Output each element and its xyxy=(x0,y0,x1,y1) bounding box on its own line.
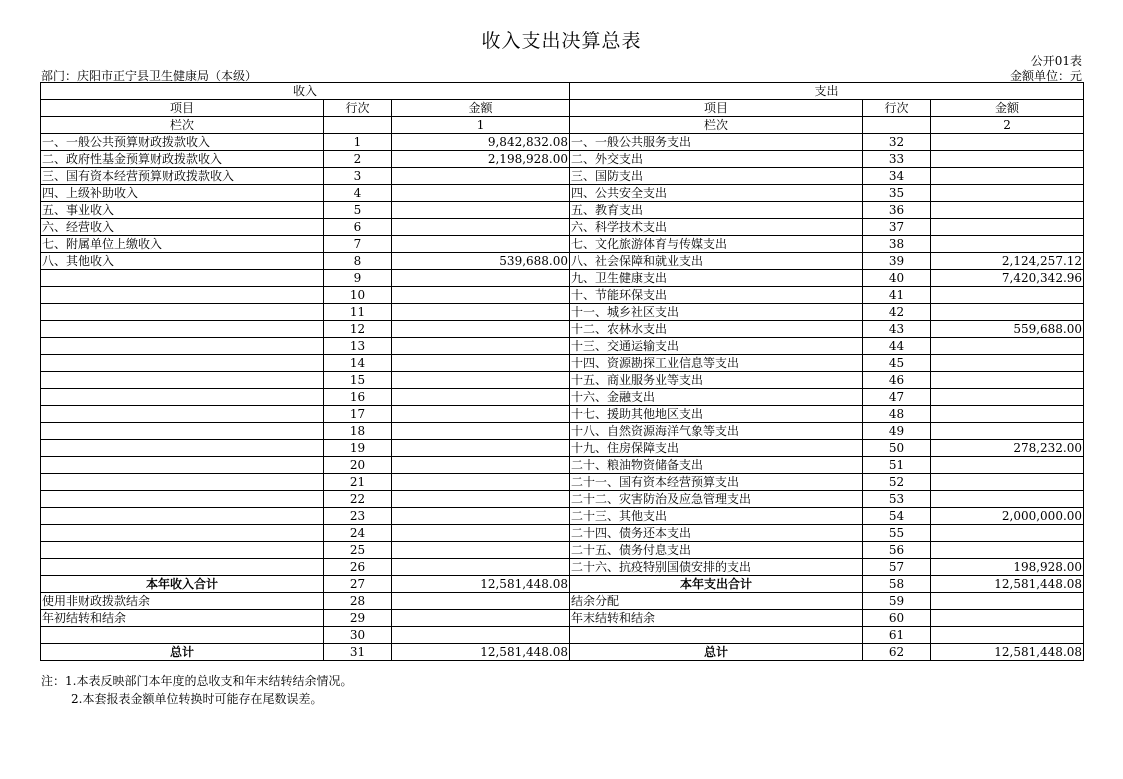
income-amount-cell: 9,842,832.08 xyxy=(392,134,570,151)
expense-amount-cell xyxy=(931,457,1084,474)
income-line-cell: 11 xyxy=(324,304,392,321)
expense-line-cell: 52 xyxy=(863,474,931,491)
income-column-seq-label: 栏次 xyxy=(41,117,324,134)
expense-item-cell: 十一、城乡社区支出 xyxy=(570,304,863,321)
income-amount-cell xyxy=(392,389,570,406)
income-expense-table xyxy=(40,82,1084,661)
expense-item-cell: 十三、交通运输支出 xyxy=(570,338,863,355)
table-row xyxy=(41,627,1084,644)
table-row xyxy=(41,610,1084,627)
income-item-cell xyxy=(41,423,324,440)
expense-amount-cell xyxy=(931,338,1084,355)
expense-line-cell: 44 xyxy=(863,338,931,355)
income-amount-cell xyxy=(392,185,570,202)
expense-item-cell: 十、节能环保支出 xyxy=(570,287,863,304)
income-item-cell: 八、其他收入 xyxy=(41,253,324,270)
expense-amount-cell: 198,928.00 xyxy=(931,559,1084,576)
table-row xyxy=(41,423,1084,440)
income-item-cell: 六、经营收入 xyxy=(41,219,324,236)
expense-item-cell: 十七、援助其他地区支出 xyxy=(570,406,863,423)
expense-column-number: 2 xyxy=(931,117,1084,134)
expense-amount-cell xyxy=(931,236,1084,253)
income-item-cell xyxy=(41,338,324,355)
income-line-cell: 4 xyxy=(324,185,392,202)
expense-amount-cell: 2,000,000.00 xyxy=(931,508,1084,525)
income-item-cell xyxy=(41,389,324,406)
expense-line-cell: 40 xyxy=(863,270,931,287)
income-line-cell: 17 xyxy=(324,406,392,423)
income-line-cell: 14 xyxy=(324,355,392,372)
expense-line-cell: 43 xyxy=(863,321,931,338)
income-amount-cell: 2,198,928.00 xyxy=(392,151,570,168)
expense-amount-cell xyxy=(931,593,1084,610)
income-item-cell xyxy=(41,406,324,423)
income-amount-cell xyxy=(392,508,570,525)
expense-item-cell: 二十、粮油物资储备支出 xyxy=(570,457,863,474)
table-row xyxy=(41,270,1084,287)
table-row xyxy=(41,474,1084,491)
income-amount-cell xyxy=(392,304,570,321)
expense-line-cell: 62 xyxy=(863,644,931,661)
income-line-cell: 2 xyxy=(324,151,392,168)
expense-item-header: 项目 xyxy=(570,100,863,117)
income-item-cell xyxy=(41,542,324,559)
expense-item-cell: 四、公共安全支出 xyxy=(570,185,863,202)
expense-item-cell: 二十四、债务还本支出 xyxy=(570,525,863,542)
income-amount-cell xyxy=(392,440,570,457)
income-item-cell: 总计 xyxy=(41,644,324,661)
income-item-cell xyxy=(41,559,324,576)
table-row xyxy=(41,168,1084,185)
income-line-cell: 25 xyxy=(324,542,392,559)
income-amount-cell: 539,688.00 xyxy=(392,253,570,270)
income-line-cell: 28 xyxy=(324,593,392,610)
table-row xyxy=(41,304,1084,321)
expense-line-cell: 55 xyxy=(863,525,931,542)
expense-amount-cell xyxy=(931,372,1084,389)
income-line-cell: 13 xyxy=(324,338,392,355)
table-row xyxy=(41,372,1084,389)
income-amount-cell: 12,581,448.08 xyxy=(392,644,570,661)
expense-item-cell: 六、科学技术支出 xyxy=(570,219,863,236)
report-title: 收入支出决算总表 xyxy=(481,30,642,52)
income-item-cell xyxy=(41,321,324,338)
expense-amount-cell xyxy=(931,185,1084,202)
expense-item-cell: 二十一、国有资本经营预算支出 xyxy=(570,474,863,491)
income-line-cell: 7 xyxy=(324,236,392,253)
table-row xyxy=(41,542,1084,559)
expense-amount-cell xyxy=(931,202,1084,219)
income-item-header: 项目 xyxy=(41,100,324,117)
income-column-seq-line xyxy=(324,117,392,134)
expense-line-cell: 36 xyxy=(863,202,931,219)
department-label: 部门：庆阳市正宁县卫生健康局（本级） xyxy=(41,69,258,83)
footnote-2: 2.本套报表金额单位转换时可能存在尾数误差。 xyxy=(71,692,323,706)
expense-line-cell: 48 xyxy=(863,406,931,423)
expense-line-cell: 57 xyxy=(863,559,931,576)
income-item-cell xyxy=(41,270,324,287)
expense-amount-cell: 12,581,448.08 xyxy=(931,644,1084,661)
expense-line-cell: 35 xyxy=(863,185,931,202)
income-line-cell: 6 xyxy=(324,219,392,236)
income-item-cell xyxy=(41,440,324,457)
income-amount-cell xyxy=(392,270,570,287)
expense-item-cell xyxy=(570,627,863,644)
income-item-cell xyxy=(41,508,324,525)
table-row xyxy=(41,644,1084,661)
income-line-cell: 5 xyxy=(324,202,392,219)
income-amount-cell xyxy=(392,610,570,627)
expense-amount-cell xyxy=(931,406,1084,423)
income-amount-cell xyxy=(392,168,570,185)
expense-item-cell: 五、教育支出 xyxy=(570,202,863,219)
table-row xyxy=(41,508,1084,525)
expense-amount-header: 金额 xyxy=(931,100,1084,117)
table-row xyxy=(41,457,1084,474)
income-line-cell: 1 xyxy=(324,134,392,151)
table-row xyxy=(41,321,1084,338)
table-row xyxy=(41,185,1084,202)
income-line-cell: 15 xyxy=(324,372,392,389)
expense-item-cell: 十九、住房保障支出 xyxy=(570,440,863,457)
amount-unit-label: 金额单位：元 xyxy=(1009,69,1082,83)
table-row xyxy=(41,134,1084,151)
expense-amount-cell xyxy=(931,287,1084,304)
expense-amount-cell xyxy=(931,134,1084,151)
income-amount-cell xyxy=(392,627,570,644)
expense-amount-cell xyxy=(931,389,1084,406)
expense-amount-cell xyxy=(931,304,1084,321)
expense-line-cell: 37 xyxy=(863,219,931,236)
expense-item-cell: 三、国防支出 xyxy=(570,168,863,185)
income-item-cell xyxy=(41,372,324,389)
income-amount-cell xyxy=(392,593,570,610)
income-amount-cell xyxy=(392,559,570,576)
income-amount-cell xyxy=(392,457,570,474)
table-row xyxy=(41,576,1084,593)
income-item-cell xyxy=(41,627,324,644)
table-row xyxy=(41,219,1084,236)
expense-item-cell: 二、外交支出 xyxy=(570,151,863,168)
income-line-cell: 21 xyxy=(324,474,392,491)
income-item-cell xyxy=(41,304,324,321)
income-amount-cell xyxy=(392,287,570,304)
expense-line-cell: 60 xyxy=(863,610,931,627)
income-amount-cell xyxy=(392,355,570,372)
expense-amount-cell xyxy=(931,525,1084,542)
income-amount-cell xyxy=(392,542,570,559)
expense-item-cell: 七、文化旅游体育与传媒支出 xyxy=(570,236,863,253)
expense-item-cell: 十六、金融支出 xyxy=(570,389,863,406)
expense-column-seq-label: 栏次 xyxy=(570,117,863,134)
expense-line-cell: 33 xyxy=(863,151,931,168)
income-amount-cell xyxy=(392,219,570,236)
income-item-cell: 一、一般公共预算财政拨款收入 xyxy=(41,134,324,151)
expense-item-cell: 二十三、其他支出 xyxy=(570,508,863,525)
expense-amount-cell xyxy=(931,423,1084,440)
expense-line-cell: 39 xyxy=(863,253,931,270)
table-row xyxy=(41,559,1084,576)
income-amount-cell xyxy=(392,372,570,389)
income-line-cell: 29 xyxy=(324,610,392,627)
income-item-cell xyxy=(41,491,324,508)
expense-line-cell: 54 xyxy=(863,508,931,525)
income-amount-cell xyxy=(392,525,570,542)
expense-item-cell: 本年支出合计 xyxy=(570,576,863,593)
income-amount-cell xyxy=(392,321,570,338)
income-amount-cell xyxy=(392,423,570,440)
expense-line-cell: 53 xyxy=(863,491,931,508)
income-line-cell: 18 xyxy=(324,423,392,440)
income-section-header: 收入 xyxy=(41,83,570,100)
expense-amount-cell xyxy=(931,168,1084,185)
footnote-1: 注：1.本表反映部门本年度的总收支和年末结转结余情况。 xyxy=(41,674,353,688)
expense-line-cell: 56 xyxy=(863,542,931,559)
expense-line-cell: 34 xyxy=(863,168,931,185)
income-amount-cell xyxy=(392,406,570,423)
income-item-cell: 七、附属单位上缴收入 xyxy=(41,236,324,253)
expense-item-cell: 一、一般公共服务支出 xyxy=(570,134,863,151)
table-row xyxy=(41,593,1084,610)
income-line-cell: 24 xyxy=(324,525,392,542)
income-item-cell xyxy=(41,355,324,372)
expense-item-cell: 总计 xyxy=(570,644,863,661)
table-row xyxy=(41,253,1084,270)
table-row xyxy=(41,355,1084,372)
expense-item-cell: 二十六、抗疫特别国债安排的支出 xyxy=(570,559,863,576)
income-amount-cell xyxy=(392,474,570,491)
expense-line-cell: 45 xyxy=(863,355,931,372)
income-item-cell: 本年收入合计 xyxy=(41,576,324,593)
expense-line-cell: 47 xyxy=(863,389,931,406)
income-item-cell: 年初结转和结余 xyxy=(41,610,324,627)
expense-amount-cell xyxy=(931,610,1084,627)
income-line-cell: 31 xyxy=(324,644,392,661)
expense-amount-cell: 559,688.00 xyxy=(931,321,1084,338)
expense-amount-cell: 278,232.00 xyxy=(931,440,1084,457)
income-line-cell: 27 xyxy=(324,576,392,593)
income-line-cell: 10 xyxy=(324,287,392,304)
income-amount-cell xyxy=(392,202,570,219)
expense-item-cell: 年末结转和结余 xyxy=(570,610,863,627)
table-row xyxy=(41,202,1084,219)
expense-amount-cell: 12,581,448.08 xyxy=(931,576,1084,593)
expense-item-cell: 十四、资源勘探工业信息等支出 xyxy=(570,355,863,372)
income-item-cell: 四、上级补助收入 xyxy=(41,185,324,202)
expense-item-cell: 十八、自然资源海洋气象等支出 xyxy=(570,423,863,440)
expense-item-cell: 二十二、灾害防治及应急管理支出 xyxy=(570,491,863,508)
income-item-cell xyxy=(41,474,324,491)
expense-line-cell: 51 xyxy=(863,457,931,474)
expense-line-cell: 50 xyxy=(863,440,931,457)
income-line-cell: 8 xyxy=(324,253,392,270)
income-item-cell xyxy=(41,457,324,474)
expense-item-cell: 九、卫生健康支出 xyxy=(570,270,863,287)
expense-line-cell: 58 xyxy=(863,576,931,593)
expense-item-cell: 二十五、债务付息支出 xyxy=(570,542,863,559)
expense-item-cell: 八、社会保障和就业支出 xyxy=(570,253,863,270)
table-row xyxy=(41,338,1084,355)
income-item-cell: 三、国有资本经营预算财政拨款收入 xyxy=(41,168,324,185)
expense-line-cell: 46 xyxy=(863,372,931,389)
expense-amount-cell xyxy=(931,491,1084,508)
income-line-cell: 22 xyxy=(324,491,392,508)
table-row xyxy=(41,389,1084,406)
expense-line-cell: 49 xyxy=(863,423,931,440)
form-number: 公开01表 xyxy=(1030,54,1082,68)
income-amount-cell xyxy=(392,491,570,508)
table-row xyxy=(41,440,1084,457)
income-line-header: 行次 xyxy=(324,100,392,117)
income-line-cell: 16 xyxy=(324,389,392,406)
expense-line-cell: 32 xyxy=(863,134,931,151)
expense-column-seq-line xyxy=(863,117,931,134)
income-line-cell: 19 xyxy=(324,440,392,457)
expense-amount-cell xyxy=(931,219,1084,236)
expense-amount-cell: 2,124,257.12 xyxy=(931,253,1084,270)
expense-amount-cell xyxy=(931,151,1084,168)
expense-amount-cell xyxy=(931,355,1084,372)
expense-line-cell: 61 xyxy=(863,627,931,644)
income-amount-cell xyxy=(392,338,570,355)
footnotes xyxy=(41,672,352,708)
expense-item-cell: 结余分配 xyxy=(570,593,863,610)
table-row xyxy=(41,406,1084,423)
expense-line-cell: 42 xyxy=(863,304,931,321)
expense-line-header: 行次 xyxy=(863,100,931,117)
income-item-cell: 使用非财政拨款结余 xyxy=(41,593,324,610)
expense-item-cell: 十五、商业服务业等支出 xyxy=(570,372,863,389)
income-line-cell: 23 xyxy=(324,508,392,525)
income-column-number: 1 xyxy=(392,117,570,134)
expense-line-cell: 38 xyxy=(863,236,931,253)
table-row xyxy=(41,236,1084,253)
expense-amount-cell xyxy=(931,474,1084,491)
income-line-cell: 26 xyxy=(324,559,392,576)
expense-amount-cell: 7,420,342.96 xyxy=(931,270,1084,287)
income-amount-cell: 12,581,448.08 xyxy=(392,576,570,593)
table-row xyxy=(41,525,1084,542)
income-amount-cell xyxy=(392,236,570,253)
income-item-cell: 二、政府性基金预算财政拨款收入 xyxy=(41,151,324,168)
expense-item-cell: 十二、农林水支出 xyxy=(570,321,863,338)
income-item-cell xyxy=(41,525,324,542)
income-line-cell: 3 xyxy=(324,168,392,185)
income-line-cell: 30 xyxy=(324,627,392,644)
expense-section-header: 支出 xyxy=(570,83,1084,100)
expense-amount-cell xyxy=(931,627,1084,644)
income-item-cell xyxy=(41,287,324,304)
table-body xyxy=(41,134,1084,661)
expense-line-cell: 59 xyxy=(863,593,931,610)
expense-amount-cell xyxy=(931,542,1084,559)
income-line-cell: 20 xyxy=(324,457,392,474)
income-item-cell: 五、事业收入 xyxy=(41,202,324,219)
income-amount-header: 金额 xyxy=(392,100,570,117)
table-row xyxy=(41,491,1084,508)
income-line-cell: 12 xyxy=(324,321,392,338)
expense-line-cell: 41 xyxy=(863,287,931,304)
income-line-cell: 9 xyxy=(324,270,392,287)
table-row xyxy=(41,287,1084,304)
table-row xyxy=(41,151,1084,168)
